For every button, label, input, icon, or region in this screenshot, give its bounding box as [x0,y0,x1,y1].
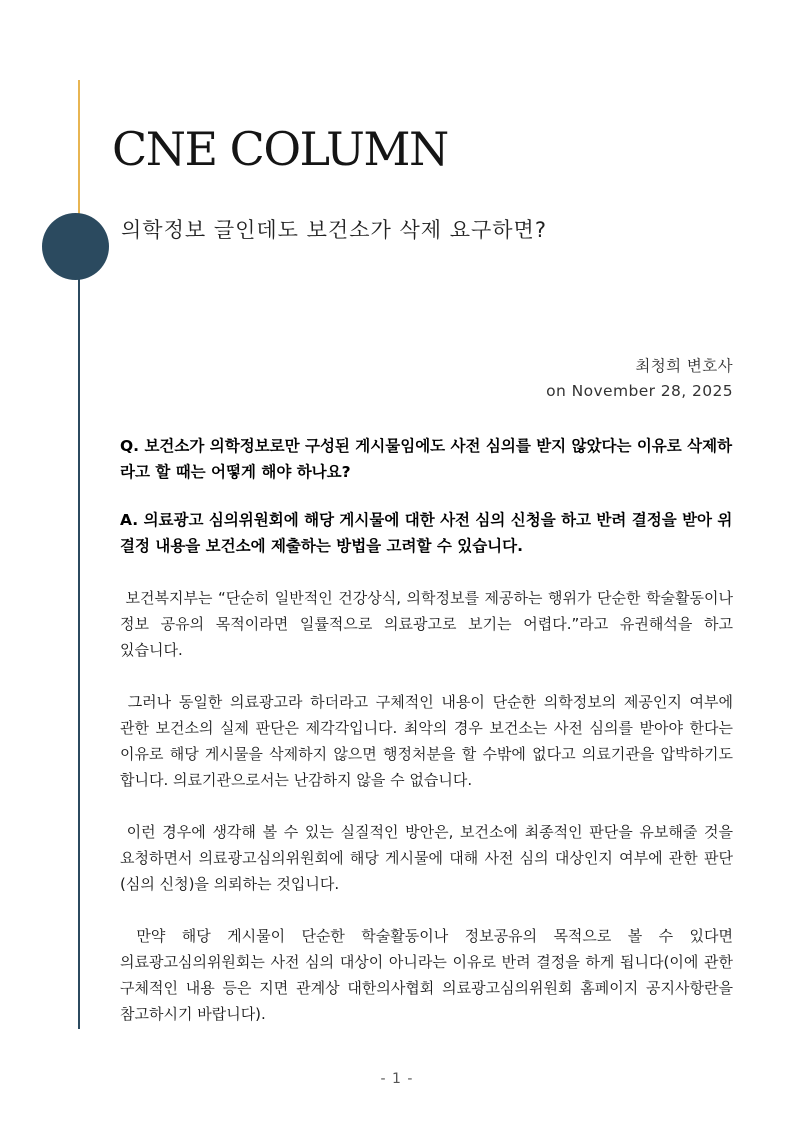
paragraph: 그러나 동일한 의료광고라 하더라고 구체적인 내용이 단순한 의학정보의 제공인지 여부에 관한 보건소의 실제 판단은 제각각입니다. 최악의 경우 보건소는 사전 심의를 받아야 한다는 이유로 해당 게시물을 삭제하지 않으면 행정처분을 할 수밖에 없다고 의료기관을 압박하기도 합니다. 의료기관으로서는 난감하지 않을 수 없습니다. [120,693,738,789]
column-subtitle: 의학정보 글인데도 보건소가 삭제 요구하면? [121,218,547,242]
publish-date: on November 28, 2025 [546,382,733,400]
column-title: CNE COLUMN [112,122,448,176]
article-body [120,433,738,1053]
question: Q. 보건소가 의학정보로만 구성된 게시물임에도 사전 심의를 받지 않았다는 이유로 삭제하라고 할 때는 어떻게 해야 하나요? [120,437,733,481]
author-name: 최청희 변호사 [635,357,733,375]
byline [546,354,733,404]
timeline-line-navy [78,246,80,1029]
decorative-circle [42,213,109,280]
paragraph: 만약 해당 게시물이 단순한 학술활동이나 정보공유의 목적으로 볼 수 있다면 의료광고심의위원회는 사전 심의 대상이 아니라는 이유로 반려 결정을 하게 됩니다(이에 관한 구체적인 내용 등은 지면 관계상 대한의사협회 의료광고심의위원회 홈페이지 공지사항란을 참고하시기 바랍니다). [120,927,738,1023]
paragraph: 보건복지부는 “단순히 일반적인 건강상식, 의학정보를 제공하는 행위가 단순한 학술활동이나 정보 공유의 목적이라면 일률적으로 의료광고로 보기는 어렵다.”라고 유권해석을 하고 있습니다. [120,589,738,659]
answer: A. 의료광고 심의위원회에 해당 게시물에 대한 사전 심의 신청을 하고 반려 결정을 받아 위 결정 내용을 보건소에 제출하는 방법을 고려할 수 있습니다. [120,511,733,555]
paragraph: 이런 경우에 생각해 볼 수 있는 실질적인 방안은, 보건소에 최종적인 판단을 유보해줄 것을 요청하면서 의료광고심의위원회에 해당 게시물에 대해 사전 심의 대상인지 여부에 관한 판단(심의 신청)을 의뢰하는 것입니다. [120,823,738,893]
page-number: - 1 - [380,1071,414,1087]
